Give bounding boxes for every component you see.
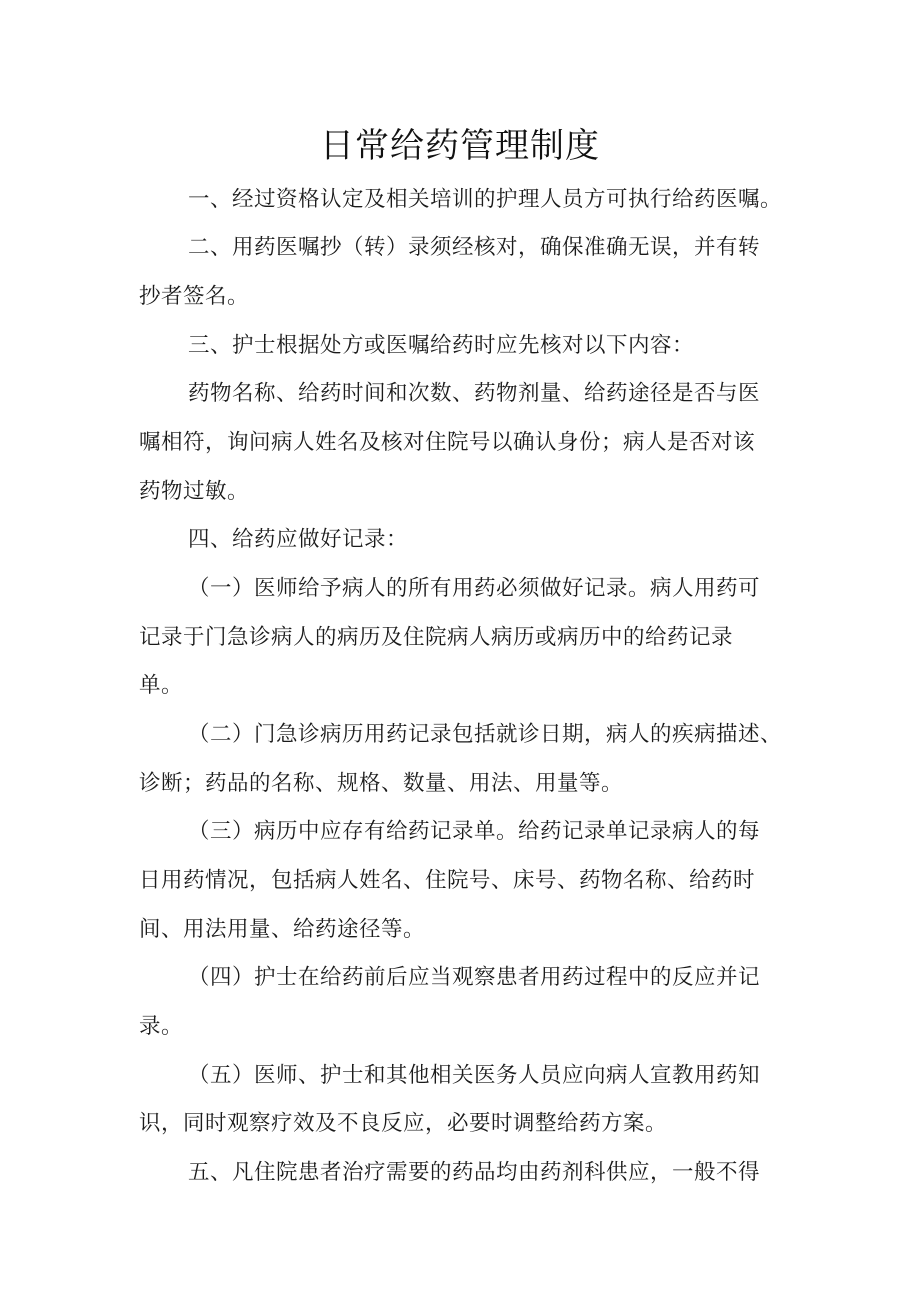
page-title: 日常给药管理制度 — [320, 126, 600, 166]
paragraph-line: 四、给药应做好记录： — [188, 527, 409, 552]
paragraph-line: （二）门急诊病历用药记录包括就诊日期，病人的疾病描述、 — [188, 722, 783, 747]
paragraph-line: 记录于门急诊病人的病历及住院病人病历或病历中的给药记录 — [139, 625, 734, 650]
paragraph-line: （四）护士在给药前后应当观察患者用药过程中的反应并记 — [188, 965, 761, 990]
paragraph-line: 二、用药医嘱抄（转）录须经核对，确保准确无误，并有转 — [188, 235, 761, 260]
paragraph-line: 一、经过资格认定及相关培训的护理人员方可执行给药医嘱。 — [188, 187, 783, 212]
paragraph-line: 嘱相符，询问病人姓名及核对住院号以确认身份；病人是否对该 — [139, 430, 756, 455]
paragraph-line: 五、凡住院患者治疗需要的药品均由药剂科供应，一般不得 — [188, 1160, 761, 1185]
paragraph-line: 三、护士根据处方或医嘱给药时应先核对以下内容： — [188, 333, 695, 358]
paragraph-line: （一）医师给予病人的所有用药必须做好记录。病人用药可 — [188, 576, 761, 601]
paragraph-line: （五）医师、护士和其他相关医务人员应向病人宣教用药知 — [188, 1063, 761, 1088]
paragraph-line: 抄者签名。 — [139, 284, 250, 309]
paragraph-line: 药物过敏。 — [139, 479, 250, 504]
paragraph-line: 录。 — [139, 1014, 184, 1039]
paragraph-line: 单。 — [139, 673, 184, 698]
paragraph-line: 诊断；药品的名称、规格、数量、用法、用量等。 — [139, 771, 624, 796]
paragraph-line: 间、用法用量、给药途径等。 — [139, 917, 426, 942]
paragraph-line: 日用药情况，包括病人姓名、住院号、床号、药物名称、给药时 — [139, 868, 756, 893]
paragraph-line: 识，同时观察疗效及不良反应，必要时调整给药方案。 — [139, 1111, 668, 1136]
paragraph-line: （三）病历中应存有给药记录单。给药记录单记录病人的每 — [188, 819, 761, 844]
paragraph-line: 药物名称、给药时间和次数、药物剂量、给药途径是否与医 — [188, 381, 761, 406]
